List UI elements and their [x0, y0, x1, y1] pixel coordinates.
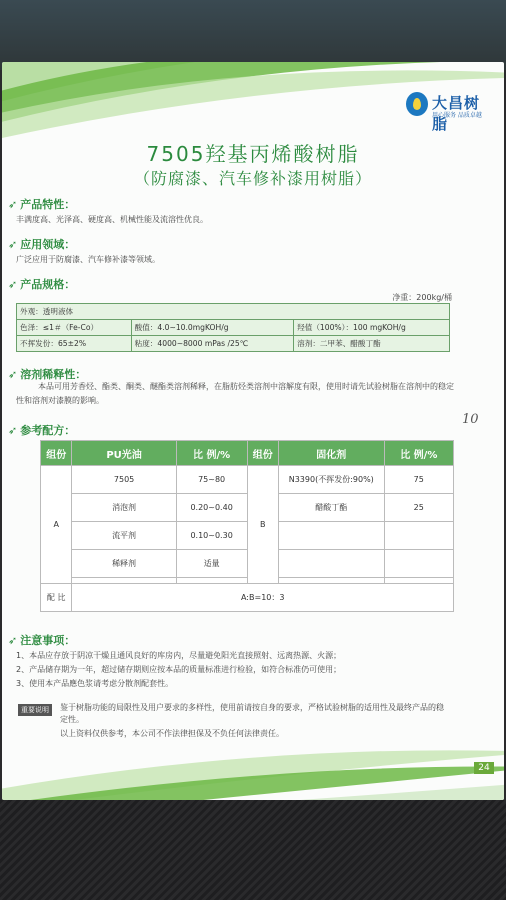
formula-table [40, 440, 454, 612]
formula-header-row [41, 441, 454, 466]
section-specs-heading: ➶ 产品规格： [8, 278, 76, 291]
b-ratio-cell: 25 [384, 494, 453, 522]
spec-cell: 溶剂：二甲苯、醋酸丁酯 [294, 336, 450, 352]
header-cell: PU光油 [72, 441, 176, 466]
features-text: 丰满度高、光泽高、硬度高、机械性能及流溶性优良。 [16, 215, 208, 224]
arrow-icon: ➶ [8, 368, 18, 381]
arrow-icon: ➶ [8, 238, 18, 251]
a-ratio-cell: 适量 [176, 550, 247, 578]
header-cell: 组份 [41, 441, 72, 466]
important-badge: 重要说明 [18, 704, 52, 716]
logo-tagline: 用心服务 品质卓越 [432, 112, 482, 119]
a-name-cell: 7505 [72, 466, 176, 494]
b-name-cell [279, 522, 385, 550]
application-text: 广泛应用于防腐漆、汽车修补漆等领域。 [16, 255, 160, 264]
a-name-cell: 流平剂 [72, 522, 176, 550]
section-solubility-heading: ➶ 溶剂稀释性： [8, 368, 87, 381]
b-name-cell: 醋酸丁酯 [279, 494, 385, 522]
a-ratio-cell: 75~80 [176, 466, 247, 494]
spec-row [17, 336, 450, 352]
background-bottom [0, 800, 506, 900]
header-cell: 组份 [247, 441, 278, 466]
arrow-icon: ➶ [8, 278, 18, 291]
header-cell: 比 例/% [176, 441, 247, 466]
mix-label-cell: 配 比 [41, 584, 72, 612]
mix-ratio-row [41, 584, 454, 612]
spec-cell: 酸值：4.0~10.0mgKOH/g [131, 320, 294, 336]
mix-value-cell: A:B=10：3 [72, 584, 454, 612]
spec-row [17, 320, 450, 336]
a-name-cell: 消泡剂 [72, 494, 176, 522]
arrow-icon: ➶ [8, 634, 18, 647]
b-ratio-cell [384, 550, 453, 578]
header-cell: 固化剂 [279, 441, 385, 466]
table-row [41, 494, 454, 522]
b-name-cell: N3390(不挥发份:90%) [279, 466, 385, 494]
section-formula-heading: ➶ 参考配方： [8, 424, 76, 437]
arrow-icon: ➶ [8, 424, 18, 437]
solubility-text: 本品可用芳香烃、酯类、酮类、醚酯类溶剂稀释，在脂肪烃类溶剂中溶解度有限，使用时请先试验树脂在溶剂中的稳定性和溶剂对漆膜的影响。 [16, 382, 454, 405]
spec-cell: 羟值（100%）：100 mgKOH/g [294, 320, 450, 336]
spec-cell: 色泽：≤1＃（Fe-Co） [17, 320, 132, 336]
section-notes-heading: ➶ 注意事项： [8, 634, 76, 647]
section-application-heading: ➶ 应用领域： [8, 238, 76, 251]
group-a-cell: A [41, 466, 72, 584]
spec-cell: 粘度：4000~8000 mPas /25℃ [131, 336, 294, 352]
arrow-icon: ➶ [8, 198, 18, 211]
a-ratio-cell: 0.10~0.30 [176, 522, 247, 550]
a-ratio-cell: 0.20~0.40 [176, 494, 247, 522]
disclaimer-text: 以上资料仅供参考，本公司不作法律担保及不负任何法律责任。 [60, 729, 284, 738]
spec-cell: 外观：透明液体 [17, 304, 450, 320]
header-cell: 比 例/% [384, 441, 453, 466]
table-row [41, 550, 454, 578]
b-ratio-cell [384, 522, 453, 550]
group-b-cell: B [247, 466, 278, 584]
logo-name: 大昌树脂 [432, 94, 481, 133]
page-number: 24 [474, 762, 494, 774]
spec-row [17, 304, 450, 320]
product-title: 7505羟基丙烯酸树脂 [146, 142, 360, 166]
table-row [41, 522, 454, 550]
section-features-heading: ➶ 产品特性： [8, 198, 76, 211]
net-weight: 净重：200kg/桶 [392, 293, 452, 302]
product-subtitle: （防腐漆、汽车修补漆用树脂） [133, 169, 372, 188]
spec-cell: 不挥发份：65±2% [17, 336, 132, 352]
a-name-cell: 稀释剂 [72, 550, 176, 578]
company-logo [406, 90, 488, 133]
note-item: 1、本品应存放于阴凉干燥且通风良好的库房内，尽量避免阳光直接照射、远离热源、火源； [16, 651, 342, 660]
table-row [41, 466, 454, 494]
spec-table [16, 303, 450, 352]
b-name-cell [279, 550, 385, 578]
important-text: 鉴于树脂功能的局限性及用户要求的多样性，使用前请按自身的要求，严格试验树脂的适用性及最终产品的稳定性。 [60, 703, 444, 724]
b-ratio-cell: 75 [384, 466, 453, 494]
brochure-page [2, 62, 504, 800]
note-item: 3、使用本产品應色浆请考虑分散剂配套性。 [16, 679, 174, 688]
background-top [0, 0, 506, 70]
note-item: 2、产品储存期为一年，超过储存期则应按本品的质量标准进行检验，如符合标准仍可使用； [16, 665, 342, 674]
handwritten-note: 10 [462, 412, 479, 427]
drop-logo-icon [406, 92, 428, 116]
